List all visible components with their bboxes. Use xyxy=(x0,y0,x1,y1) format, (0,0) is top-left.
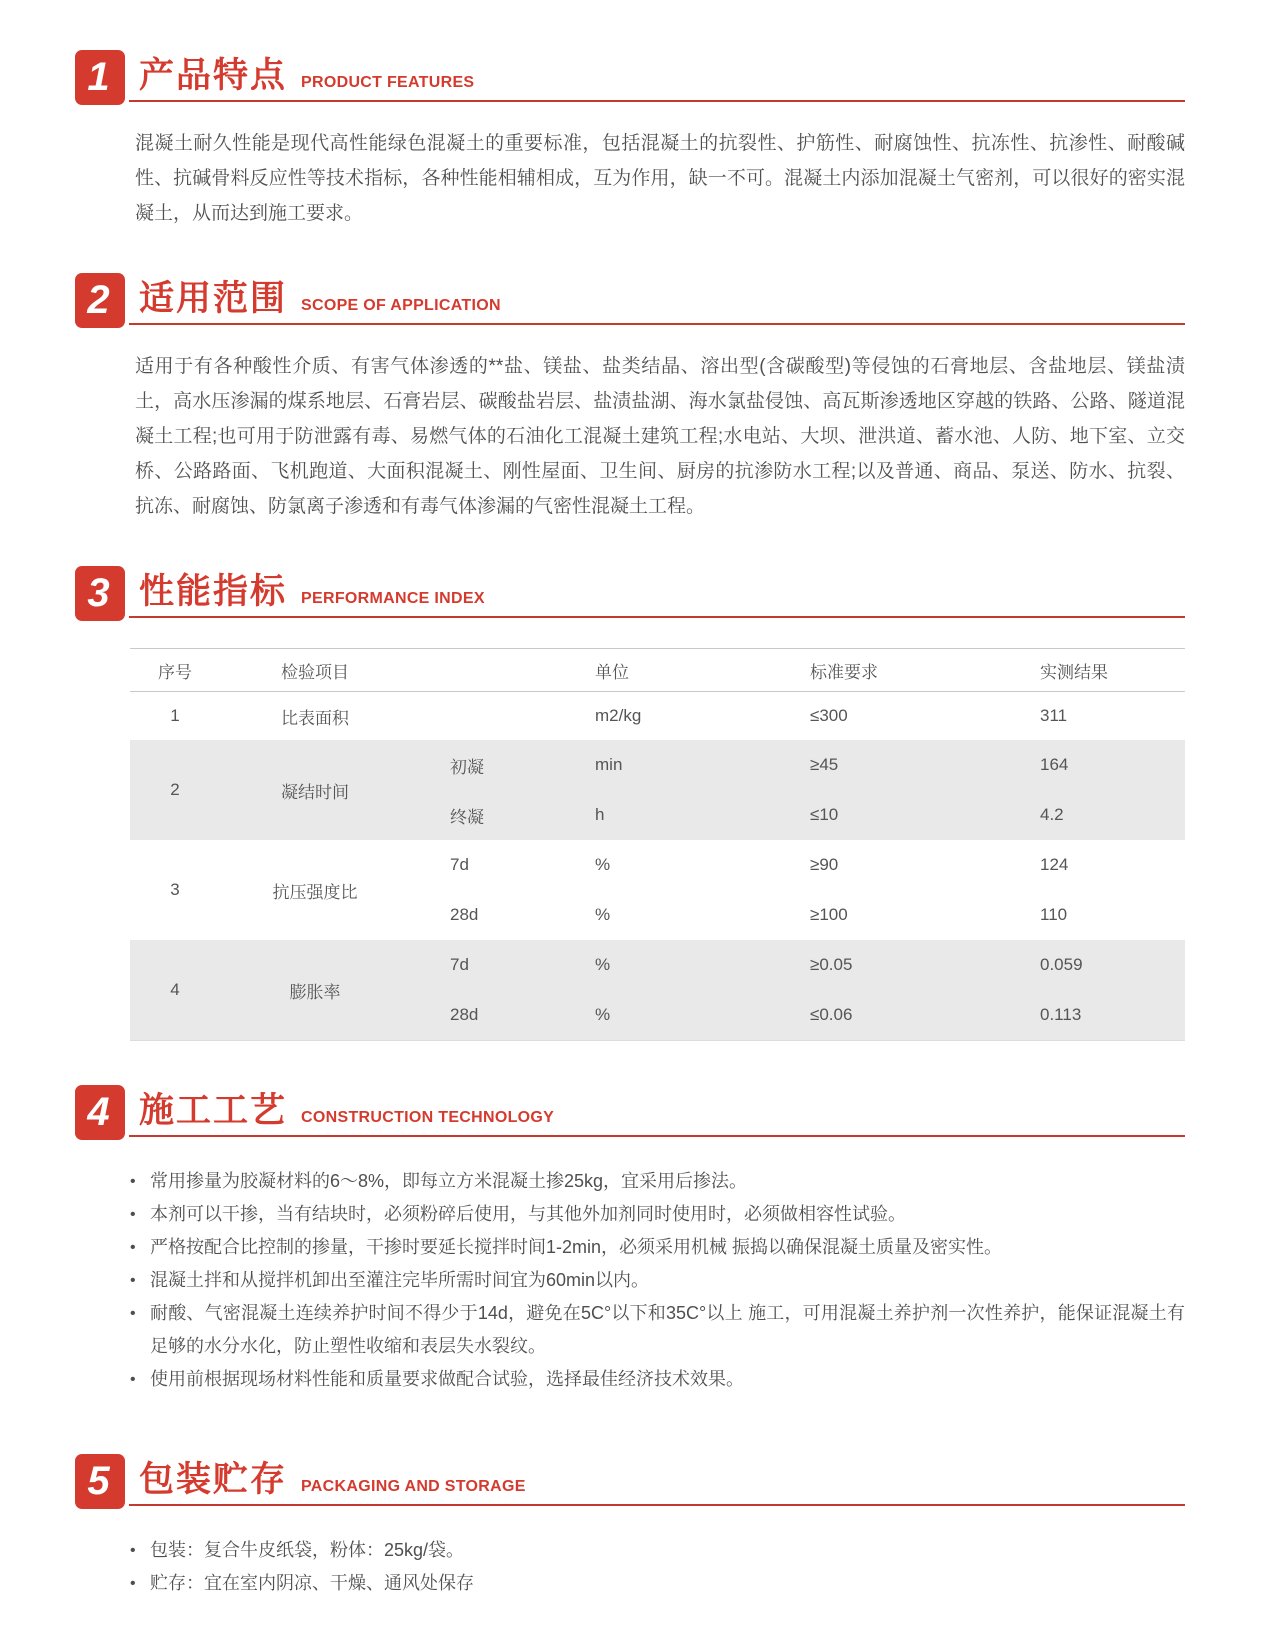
bullet-item xyxy=(130,1198,1185,1231)
table-header-no: 序号 xyxy=(158,662,192,682)
table-cell-sub xyxy=(410,692,560,740)
table-cell-standard: ≥100 xyxy=(810,905,848,924)
table-cell-sub: 28d xyxy=(450,1005,479,1024)
table-header-row xyxy=(130,648,1185,692)
bullet-item xyxy=(130,1297,1185,1363)
section-underline xyxy=(129,1135,1185,1137)
table-row-group xyxy=(130,940,1185,1040)
section-header xyxy=(75,566,1185,622)
bullet-text: 常用掺量为胶凝材料的6～8%，即每立方米混凝土掺25kg，宜采用后掺法。 xyxy=(150,1171,748,1191)
section-title-cn: 产品特点 xyxy=(139,56,288,95)
bullet-text: 耐酸、气密混凝土连续养护时间不得少于14d，避免在5C°以下和35C°以上 施工，可用混凝土养护剂一次性养护，能保证混凝土有足够的水分水化，防止塑性收缩和表层失水裂纹。 xyxy=(150,1303,1185,1356)
table-cell-unit: % xyxy=(595,905,611,924)
table-cell-unit: % xyxy=(595,855,611,874)
section-titles xyxy=(139,1083,554,1133)
table-cell-unit: m2/kg xyxy=(595,706,642,725)
table-cell-sub: 终凝 xyxy=(450,807,484,827)
table-cell-result: 311 xyxy=(1040,706,1068,725)
section-titles xyxy=(139,271,501,321)
section-title-en: PACKAGING AND STORAGE xyxy=(301,1478,526,1495)
table-cell-result: 4.2 xyxy=(1040,805,1064,824)
performance-table xyxy=(130,648,1185,1041)
section-underline xyxy=(129,1504,1185,1506)
table-cell-standard: ≤0.06 xyxy=(810,1005,853,1024)
table-row-group xyxy=(130,840,1185,940)
section-header xyxy=(75,273,1185,329)
table-cell-sub: 7d xyxy=(450,955,469,974)
table-cell-unit: h xyxy=(595,805,605,824)
section-titles xyxy=(139,1452,526,1502)
bullet-item xyxy=(130,1567,1185,1600)
table-cell-unit: % xyxy=(595,955,611,974)
section-number-badge: 1 xyxy=(75,50,125,105)
section-title-cn: 适用范围 xyxy=(139,279,288,318)
bullet-dot: • xyxy=(130,1173,136,1190)
section-underline xyxy=(129,616,1185,618)
section-title-cn: 包装贮存 xyxy=(139,1460,288,1499)
table-cell-result: 124 xyxy=(1040,855,1069,874)
table-cell-sub: 28d xyxy=(450,905,479,924)
section-paragraph: 适用于有各种酸性介质、有害气体渗透的**盐、镁盐、盐类结晶、溶出型(含碳酸型)等侵蚀的石膏地层、含盐地层、镁盐渍土，高水压渗漏的煤系地层、石膏岩层、碳酸盐岩层、盐渍盐湖、海水氯盐侵蚀、高瓦斯渗透地区穿越的铁路、公路、隧道混凝土工程;也可用于防泄露有毒、易燃气体的石油化工混凝土建筑工程;水电站、大坝、泄洪道、蓄水池、人防、地下室、立交桥、公路路面、飞机跑道、大面积混凝土、刚性屋面、卫生间、厨房的抗渗防水工程;以及普通、商品、泵送、防水、抗裂、抗冻、耐腐蚀、防氯离子渗透和有毒气体渗漏的气密性混凝土工程。 xyxy=(135,356,1185,517)
section-product-features xyxy=(75,50,1185,231)
section-titles xyxy=(139,564,485,614)
section-construction-technology xyxy=(75,1085,1185,1396)
section-header xyxy=(75,1454,1185,1510)
bullet-text: 使用前根据现场材料性能和质量要求做配合试验，选择最佳经济技术效果。 xyxy=(150,1369,744,1389)
table-header-unit: 单位 xyxy=(595,662,629,682)
table-header-standard: 标准要求 xyxy=(810,662,878,682)
bullet-dot: • xyxy=(130,1206,136,1223)
table-cell-result: 0.059 xyxy=(1040,955,1083,974)
bullet-dot: • xyxy=(130,1371,136,1388)
table-row-group xyxy=(130,692,1185,740)
section-header xyxy=(75,50,1185,106)
section-paragraph: 混凝土耐久性能是现代高性能绿色混凝土的重要标准，包括混凝土的抗裂性、护筋性、耐腐蚀性、抗冻性、抗渗性、耐酸碱性、抗碱骨料反应性等技术指标，各种性能相辅相成，互为作用，缺一不可。混凝土内添加混凝土气密剂，可以很好的密实混凝土，从而达到施工要求。 xyxy=(135,133,1185,224)
table-cell-standard: ≤10 xyxy=(810,805,839,824)
section-number-badge: 2 xyxy=(75,273,125,328)
bullet-item xyxy=(130,1231,1185,1264)
table-cell-item: 凝结时间 xyxy=(281,782,349,802)
bullet-dot: • xyxy=(130,1305,136,1322)
section-title-cn: 施工工艺 xyxy=(139,1091,288,1130)
bullet-text: 本剂可以干掺，当有结块时，必须粉碎后使用，与其他外加剂同时使用时，必须做相容性试验。 xyxy=(150,1204,906,1224)
table-header-result: 实测结果 xyxy=(1040,662,1108,682)
section-title-en: SCOPE OF APPLICATION xyxy=(301,297,501,314)
section-title-cn: 性能指标 xyxy=(139,572,288,611)
section-number-badge: 3 xyxy=(75,566,125,621)
table-cell-result: 0.113 xyxy=(1040,1005,1082,1024)
section-number-badge: 5 xyxy=(75,1454,125,1509)
bullet-dot: • xyxy=(130,1542,136,1559)
section-packaging-and-storage xyxy=(75,1454,1185,1600)
table-cell-item: 膨胀率 xyxy=(289,982,341,1002)
section-title-en: PRODUCT FEATURES xyxy=(301,74,475,91)
table-cell-sub: 初凝 xyxy=(450,757,484,777)
bullet-item xyxy=(130,1165,1185,1198)
table-cell-unit: min xyxy=(595,755,623,774)
section-number-badge: 4 xyxy=(75,1085,125,1140)
bullet-item xyxy=(130,1264,1185,1297)
bullet-list xyxy=(130,1165,1185,1396)
table-cell-result: 164 xyxy=(1040,755,1069,774)
bullet-item xyxy=(130,1534,1185,1567)
section-title-en: PERFORMANCE INDEX xyxy=(301,590,485,607)
section-underline xyxy=(129,100,1185,102)
table-cell-item: 抗压强度比 xyxy=(272,882,358,902)
table-cell-no: 3 xyxy=(170,880,180,899)
table-cell-sub: 7d xyxy=(450,855,469,874)
table-cell-result: 110 xyxy=(1040,905,1068,924)
bullet-text: 包装：复合牛皮纸袋，粉体：25kg/袋。 xyxy=(150,1540,465,1560)
table-row-group xyxy=(130,740,1185,840)
table-cell-standard: ≤300 xyxy=(810,706,848,725)
table-cell-unit: % xyxy=(595,1005,611,1024)
table-body xyxy=(130,692,1185,1040)
section-underline xyxy=(129,323,1185,325)
section-scope-of-application xyxy=(75,273,1185,524)
bullet-dot: • xyxy=(130,1272,136,1289)
section-title-en: CONSTRUCTION TECHNOLOGY xyxy=(301,1109,555,1126)
table-cell-no: 1 xyxy=(170,706,180,725)
table-cell-no: 2 xyxy=(170,780,180,799)
bullet-dot: • xyxy=(130,1575,136,1592)
bullet-text: 贮存：宜在室内阴凉、干燥、通风处保存 xyxy=(150,1573,474,1593)
table-cell-standard: ≥90 xyxy=(810,855,839,874)
bullet-item xyxy=(130,1363,1185,1396)
section-titles xyxy=(139,48,474,98)
bullet-text: 混凝土拌和从搅拌机卸出至灌注完毕所需时间宜为60min以内。 xyxy=(150,1270,650,1290)
section-performance-index xyxy=(75,566,1185,1041)
bullet-list xyxy=(130,1534,1185,1600)
bullet-dot: • xyxy=(130,1239,136,1256)
section-header xyxy=(75,1085,1185,1141)
table-cell-standard: ≥0.05 xyxy=(810,955,853,974)
table-header-item: 检验项目 xyxy=(281,662,349,682)
table-cell-no: 4 xyxy=(170,980,180,999)
table-cell-standard: ≥45 xyxy=(810,755,839,774)
table-cell-item: 比表面积 xyxy=(281,708,349,728)
bullet-text: 严格按配合比控制的掺量，干掺时要延长搅拌时间1-2min，必须采用机械 振捣以确保混凝土质量及密实性。 xyxy=(150,1237,1003,1257)
